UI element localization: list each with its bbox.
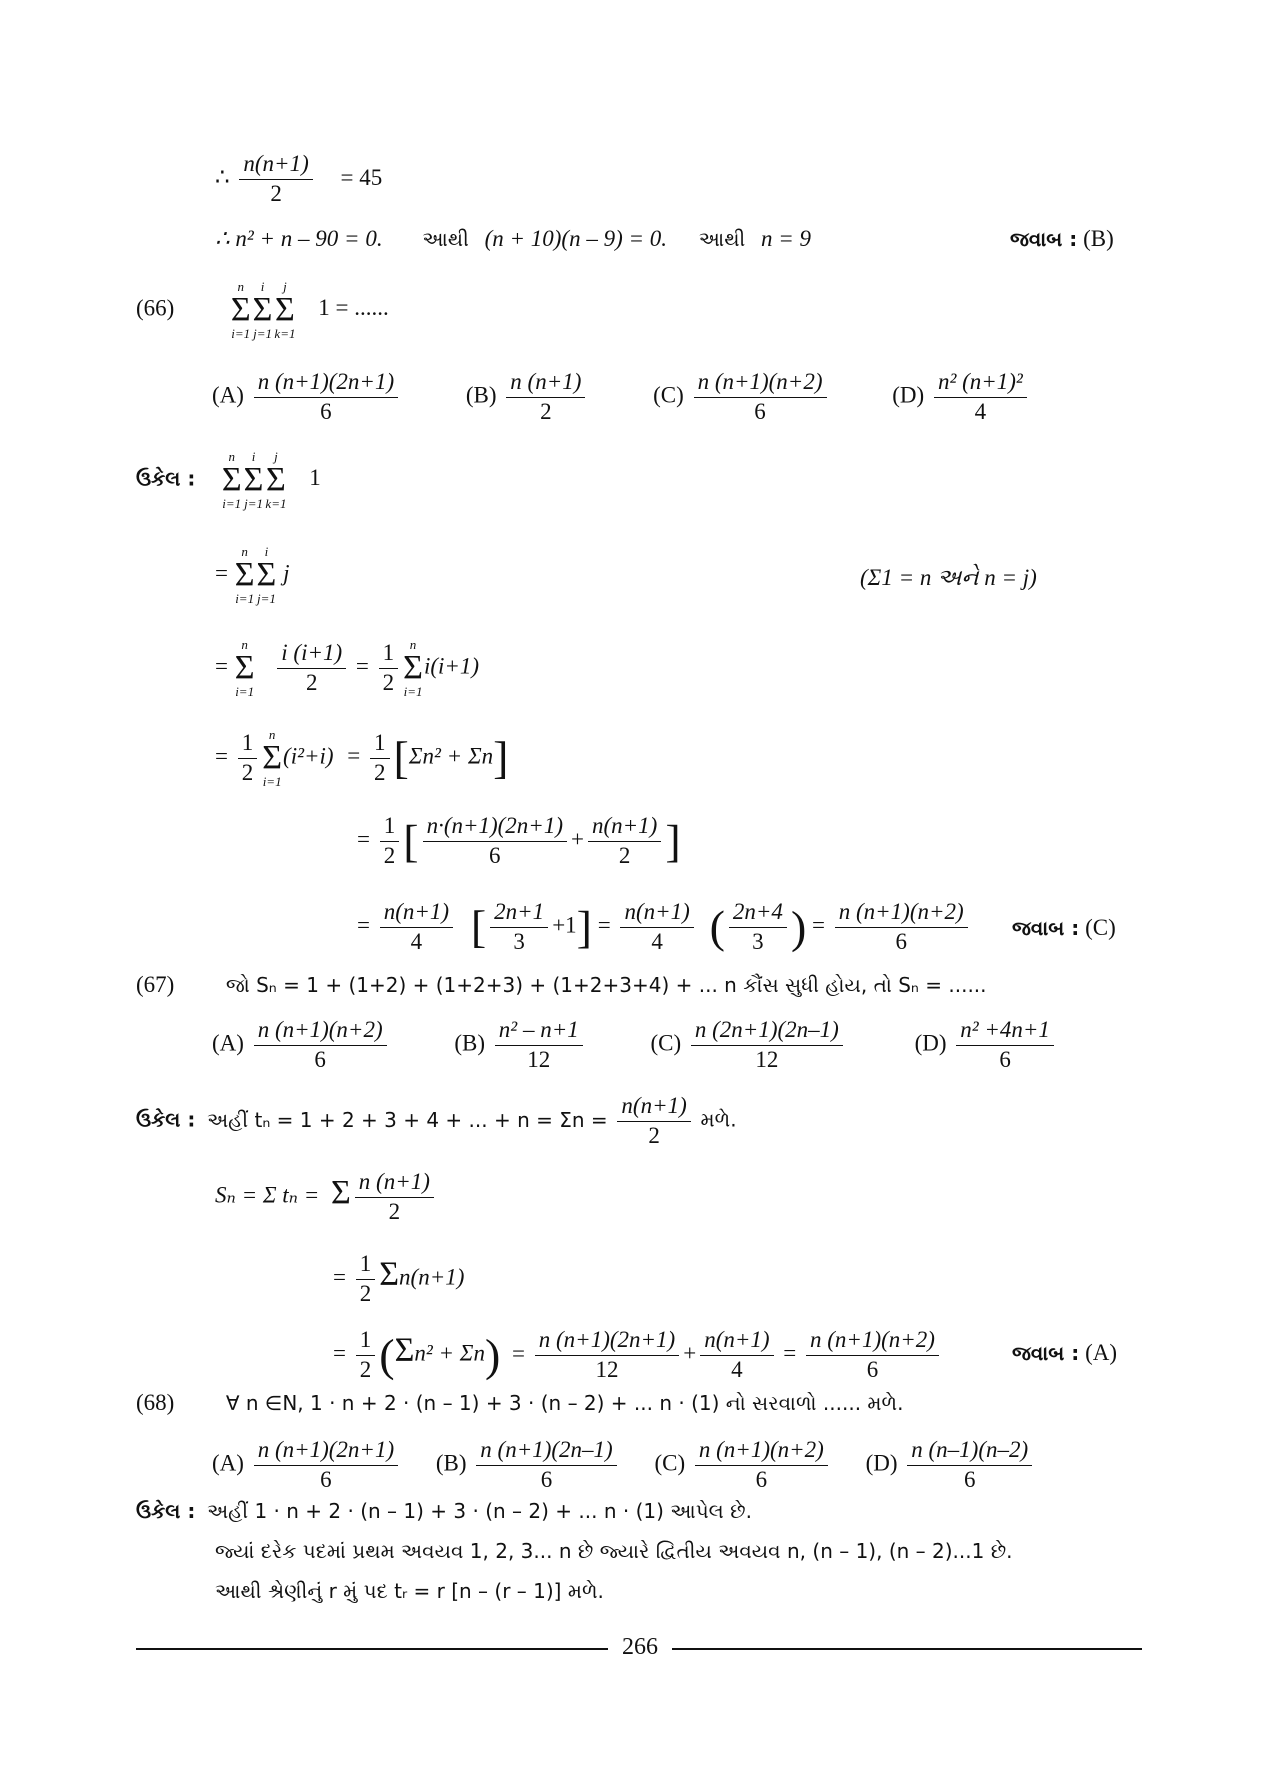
lower-limit: i=1 xyxy=(403,684,423,699)
denominator: 6 xyxy=(314,1046,326,1072)
question-text: જો Sₙ = 1 + (1+2) + (1+2+3) + (1+2+3+4) + ... n કૌંસ સુધી હોય, તો Sₙ = ...... xyxy=(225,973,987,997)
equals-sign: = xyxy=(215,560,228,586)
numerator: n (n+1)(2n+1) xyxy=(535,1326,679,1356)
equals-sign: = xyxy=(783,1340,797,1366)
denominator: 3 xyxy=(513,928,525,954)
lower-limit: i=1 xyxy=(231,326,251,341)
summand: n(n+1) xyxy=(399,1264,465,1290)
answer-intro xyxy=(1010,226,1114,252)
fraction xyxy=(588,812,661,871)
intro-line-2 xyxy=(215,226,811,252)
fraction xyxy=(254,1016,387,1075)
sigma-icon: Σ xyxy=(403,649,423,686)
equals-sign: = xyxy=(512,1340,526,1366)
fraction xyxy=(729,898,787,957)
numerator: n (n+1)(2n+1) xyxy=(254,368,398,398)
fraction xyxy=(380,898,453,957)
sigma-sum xyxy=(231,280,251,340)
numerator: 1 xyxy=(379,639,399,669)
fraction xyxy=(700,1326,773,1385)
numerator: n(n+1) xyxy=(700,1326,773,1356)
solution-text: અહીં tₙ = 1 + 2 + 3 + 4 + ... + n = Σn = xyxy=(207,1107,608,1132)
q67-step-1 xyxy=(215,1168,438,1227)
numerator: n(n+1) xyxy=(588,812,661,842)
note: (Σ1 = n અને n = j) xyxy=(860,565,1037,590)
fraction xyxy=(835,898,968,957)
gujarati-word: આથી xyxy=(698,227,746,251)
upper-limit: j xyxy=(283,279,287,294)
numerator: n(n+1) xyxy=(620,898,693,928)
numerator: n (n+1)(2n+1) xyxy=(254,1436,398,1466)
answer-label: જવાબ : xyxy=(1012,916,1080,940)
numerator: n² – n+1 xyxy=(495,1016,583,1046)
q66-step-1 xyxy=(215,545,289,605)
denominator: 12 xyxy=(527,1046,551,1072)
sigma-sum xyxy=(265,450,286,510)
option-label: (D) xyxy=(892,382,925,408)
upper-limit: i xyxy=(264,544,269,559)
numerator: 1 xyxy=(380,812,400,842)
upper-limit: j xyxy=(274,449,278,464)
q68-solution-line-3 xyxy=(215,1578,604,1604)
option-b xyxy=(436,1436,621,1495)
sigma-icon: Σ xyxy=(262,739,283,776)
denominator: 2 xyxy=(382,669,395,695)
solution-label: ઉકેલ : xyxy=(136,466,196,491)
equals-sign: = xyxy=(812,912,825,938)
fraction xyxy=(956,1016,1054,1075)
sigma-icon: Σ xyxy=(256,556,277,593)
denominator: 12 xyxy=(755,1046,779,1072)
answer-value: (B) xyxy=(1083,226,1114,251)
fraction-half xyxy=(380,812,400,871)
option-label: (B) xyxy=(454,1030,486,1056)
solution-label: ઉકેલ : xyxy=(136,1107,196,1132)
denominator: 3 xyxy=(752,928,764,954)
numerator: n² +4n+1 xyxy=(956,1016,1054,1046)
numerator: n (n+1)(n+2) xyxy=(835,898,968,928)
solution-text: જ્યાં દરેક પદમાં પ્રથમ અવયવ 1, 2, 3... n છે જ્યારે દ્વિતીય અવયવ n, (n – 1), (n – 2)...1 છે. xyxy=(215,1539,1013,1563)
lower-limit: k=1 xyxy=(274,326,296,341)
summand: 1 xyxy=(309,465,321,491)
solution-text: અહીં 1 · n + 2 · (n – 1) + 3 · (n – 2) + ... n · (1) આપેલ છે. xyxy=(207,1499,752,1523)
numerator: n (n+1)(2n–1) xyxy=(476,1436,616,1466)
numerator: n (n+1) xyxy=(506,368,585,398)
fraction-half xyxy=(238,729,258,788)
fraction xyxy=(239,150,312,209)
option-label: (C) xyxy=(653,382,684,408)
q66-step-5: = $\frac{n(n+1)}{4}$ [ $\frac{2n+1}{3}$ +1] = $\frac{n(n+1)}{4}$ ( $\frac{2n+4}{3}$ ) = $\frac{n (n+1)(n+2)}{6}$ xyxy=(357,898,972,957)
denominator: 4 xyxy=(410,928,423,954)
numerator: n (n+1)(n+2) xyxy=(806,1326,939,1356)
option-label: (D) xyxy=(914,1030,947,1056)
lower-limit: i=1 xyxy=(235,684,255,699)
denominator: 2 xyxy=(359,1280,372,1306)
sigma-icon: Σ xyxy=(331,1173,351,1211)
lower-limit: k=1 xyxy=(265,496,287,511)
denominator: 2 xyxy=(359,1356,372,1382)
answer-label: જવાબ : xyxy=(1012,1341,1080,1365)
denominator: 2 xyxy=(270,180,282,206)
option-b xyxy=(454,1016,586,1075)
fraction xyxy=(495,1016,583,1075)
fraction-half xyxy=(356,1326,376,1385)
denominator: 6 xyxy=(754,398,766,424)
sigma-icon: Σ xyxy=(379,1255,400,1293)
denominator: 2 xyxy=(305,669,318,695)
upper-limit: n xyxy=(241,544,248,559)
denominator: 6 xyxy=(540,1466,553,1492)
equals-sign: = xyxy=(347,743,361,769)
answer-66 xyxy=(1012,915,1116,941)
option-c xyxy=(650,1016,846,1075)
q66-step-3: = $\frac{1}{2}$ n Σ i=1 (i²+i) = $\frac{1}{2}$ [Σn² + Σn] xyxy=(215,727,509,789)
q67-solution-start xyxy=(136,1092,737,1151)
sigma-icon: Σ xyxy=(221,461,242,498)
option-d xyxy=(915,1016,1058,1075)
intro-line-1 xyxy=(215,150,382,209)
denominator: 6 xyxy=(755,1466,768,1492)
lower-limit: i=1 xyxy=(262,774,282,789)
option-label: (A) xyxy=(212,1030,244,1056)
question-number: (67) xyxy=(136,972,175,997)
q68-solution-line-2 xyxy=(215,1538,1013,1564)
lower-limit: i=1 xyxy=(235,591,255,606)
q66-step-2 xyxy=(215,638,479,698)
therefore-symbol: ∴ xyxy=(215,164,230,190)
sigma-sum xyxy=(244,450,264,510)
fraction xyxy=(254,368,398,427)
paren-content: n² + Σn xyxy=(414,1340,485,1366)
summand: j xyxy=(283,560,290,586)
equation-lhs: Sₙ = Σ tₙ = xyxy=(215,1182,320,1208)
q66-step-4: = $\frac{1}{2}$ [ $\frac{n\cdot(n+1)(2n+1)}{6}$ + $\frac{n(n+1)}{2}$ ] xyxy=(357,812,681,871)
sigma-sum xyxy=(235,638,255,698)
fraction xyxy=(535,1326,679,1385)
equals-sign: = xyxy=(357,912,370,938)
numerator: 1 xyxy=(370,729,390,759)
question-number: (66) xyxy=(136,295,175,321)
denominator: 2 xyxy=(388,1198,401,1224)
plus-sign: + xyxy=(571,826,584,852)
denominator: 12 xyxy=(595,1356,619,1382)
gujarati-word: આથી xyxy=(422,227,469,251)
solution-end: મળે. xyxy=(700,1107,737,1132)
summand: (i²+i) xyxy=(283,743,334,769)
sigma-sum xyxy=(253,280,273,340)
sigma-sum xyxy=(257,545,277,605)
q67-options xyxy=(212,1016,1096,1075)
equation-rhs: = 45 xyxy=(340,164,383,190)
sigma-icon: Σ xyxy=(275,291,295,328)
question-67 xyxy=(136,972,987,998)
sigma-sum xyxy=(235,545,255,605)
question-tail: 1 = ...... xyxy=(318,295,389,321)
denominator: 6 xyxy=(963,1466,976,1492)
sigma-sum xyxy=(262,728,282,788)
question-text: ∀ n ∈N, 1 · n + 2 · (n – 1) + 3 · (n – 2) + ... n · (1) નો સરવાળો ...... મળે. xyxy=(225,1391,904,1415)
numerator: n (n–1)(n–2) xyxy=(907,1436,1032,1466)
q66-step-1-note xyxy=(860,565,1037,591)
numerator: n (n+1)(n+2) xyxy=(695,1436,828,1466)
fraction-half xyxy=(356,1250,376,1309)
option-c xyxy=(654,1436,831,1495)
denominator: 6 xyxy=(320,398,332,424)
footer-rule-right xyxy=(672,1648,1142,1650)
fraction xyxy=(254,1436,398,1495)
answer-value: (C) xyxy=(1085,915,1116,940)
denominator: 6 xyxy=(320,1466,332,1492)
option-c xyxy=(653,368,830,427)
q66-options xyxy=(212,368,1069,427)
answer-label: જવાબ : xyxy=(1010,227,1078,251)
fraction xyxy=(476,1436,616,1495)
denominator: 2 xyxy=(374,759,386,785)
equals-sign: = xyxy=(215,743,228,769)
q68-solution-line-1 xyxy=(136,1498,752,1524)
numerator: n(n+1) xyxy=(239,150,312,180)
upper-limit: n xyxy=(237,279,244,294)
upper-limit: n xyxy=(409,637,417,652)
denominator: 2 xyxy=(540,398,552,424)
sigma-sum xyxy=(222,450,242,510)
question-66 xyxy=(136,280,389,340)
option-a xyxy=(212,1016,391,1075)
denominator: 6 xyxy=(489,842,501,868)
denominator: 6 xyxy=(866,1356,879,1382)
numerator: 1 xyxy=(356,1250,376,1280)
option-d xyxy=(892,368,1031,427)
sigma-icon: Σ xyxy=(230,291,251,328)
fraction xyxy=(806,1326,939,1385)
fraction xyxy=(277,639,346,698)
page-number: 266 xyxy=(622,1634,658,1660)
numerator: i (i+1) xyxy=(277,639,346,669)
option-label: (B) xyxy=(435,1450,467,1476)
option-a xyxy=(212,1436,402,1495)
numerator: n (n+1)(n+2) xyxy=(694,368,827,398)
option-d xyxy=(866,1436,1037,1495)
equation: (n + 10)(n – 9) = 0. xyxy=(484,226,668,251)
upper-limit: n xyxy=(241,637,248,652)
upper-limit: i xyxy=(251,449,256,464)
sigma-sum xyxy=(403,638,423,698)
summand: i(i+1) xyxy=(423,653,480,679)
denominator: 4 xyxy=(974,398,987,424)
fraction xyxy=(694,368,827,427)
equals-sign: = xyxy=(333,1264,346,1290)
plus-sign: + xyxy=(683,1340,697,1366)
sigma-icon: Σ xyxy=(234,649,255,686)
denominator: 2 xyxy=(383,842,396,868)
sigma-icon: Σ xyxy=(266,461,286,498)
equation: n = 9 xyxy=(761,226,812,251)
numerator: n (2n+1)(2n–1) xyxy=(691,1016,843,1046)
solution-text: આથી શ્રેણીનું r મું પદ tᵣ = r [n – (r – 1)] મળે. xyxy=(215,1579,604,1603)
sigma-icon: Σ xyxy=(394,1331,415,1369)
fraction xyxy=(617,1092,690,1151)
equation: ∴ n² + n – 90 = 0. xyxy=(215,226,383,251)
fraction-half xyxy=(370,729,390,788)
sigma-icon: Σ xyxy=(243,461,264,498)
numerator: n·(n+1)(2n+1) xyxy=(423,812,567,842)
q66-solution-start xyxy=(136,450,321,510)
q68-options xyxy=(212,1436,1036,1495)
lower-limit: j=1 xyxy=(253,326,272,341)
numerator: n(n+1) xyxy=(380,898,453,928)
numerator: n (n+1) xyxy=(355,1168,434,1198)
fraction xyxy=(695,1436,828,1495)
upper-limit: n xyxy=(228,449,235,464)
numerator: 1 xyxy=(356,1326,376,1356)
equals-sign: = xyxy=(357,826,370,852)
equals-sign: = xyxy=(215,653,228,679)
denominator: 4 xyxy=(731,1356,743,1382)
numerator: n (n+1)(n+2) xyxy=(254,1016,387,1046)
upper-limit: i xyxy=(260,279,265,294)
option-b xyxy=(466,368,590,427)
denominator: 6 xyxy=(999,1046,1011,1072)
denominator: 2 xyxy=(648,1122,660,1148)
bracket-content: Σn² + Σn xyxy=(408,743,494,769)
denominator: 2 xyxy=(241,759,254,785)
denominator: 2 xyxy=(618,842,631,868)
fraction xyxy=(691,1016,843,1075)
footer-rule-left xyxy=(136,1648,608,1650)
option-label: (C) xyxy=(654,1450,686,1476)
q67-step-2 xyxy=(333,1250,464,1309)
option-label: (A) xyxy=(212,1450,244,1476)
option-label: (A) xyxy=(212,382,244,408)
lower-limit: j=1 xyxy=(244,496,263,511)
answer-value: (A) xyxy=(1085,1340,1117,1365)
lower-limit: i=1 xyxy=(222,496,242,511)
solution-label: ઉકેલ : xyxy=(136,1499,196,1523)
sigma-sum xyxy=(274,280,295,340)
equals-sign: = xyxy=(597,912,611,938)
numerator: 2n+1 xyxy=(490,898,548,928)
option-label: (D) xyxy=(865,1450,898,1476)
sigma-icon: Σ xyxy=(234,556,255,593)
fraction xyxy=(355,1168,434,1227)
fraction xyxy=(620,898,693,957)
fraction xyxy=(506,368,585,427)
equals-sign: = xyxy=(333,1340,346,1366)
fraction-half xyxy=(379,639,399,698)
fraction xyxy=(934,368,1027,427)
option-label: (B) xyxy=(465,382,497,408)
fraction xyxy=(490,898,548,957)
answer-67 xyxy=(1012,1340,1117,1366)
equals-sign: = xyxy=(355,653,369,679)
numerator: 2n+4 xyxy=(729,898,787,928)
lower-limit: j=1 xyxy=(256,591,276,606)
numerator: 1 xyxy=(238,729,258,759)
denominator: 4 xyxy=(651,928,663,954)
denominator: 6 xyxy=(895,928,907,954)
numerator: n² (n+1)² xyxy=(934,368,1027,398)
option-label: (C) xyxy=(650,1030,682,1056)
option-a xyxy=(212,368,402,427)
bracket-tail: +1 xyxy=(552,912,577,938)
question-68 xyxy=(136,1390,903,1416)
fraction xyxy=(423,812,567,871)
fraction xyxy=(907,1436,1032,1495)
upper-limit: n xyxy=(268,727,276,742)
numerator: n(n+1) xyxy=(617,1092,690,1122)
question-number: (68) xyxy=(136,1390,175,1415)
sigma-icon: Σ xyxy=(252,291,273,328)
q67-step-3: = $\frac{1}{2}$ (Σn² + Σn) = $\frac{n (n+1)(2n+1)}{12}$ + $\frac{n(n+1)}{4}$ = $\frac{n (n+1)(n+2)}{6}$ xyxy=(333,1326,943,1385)
